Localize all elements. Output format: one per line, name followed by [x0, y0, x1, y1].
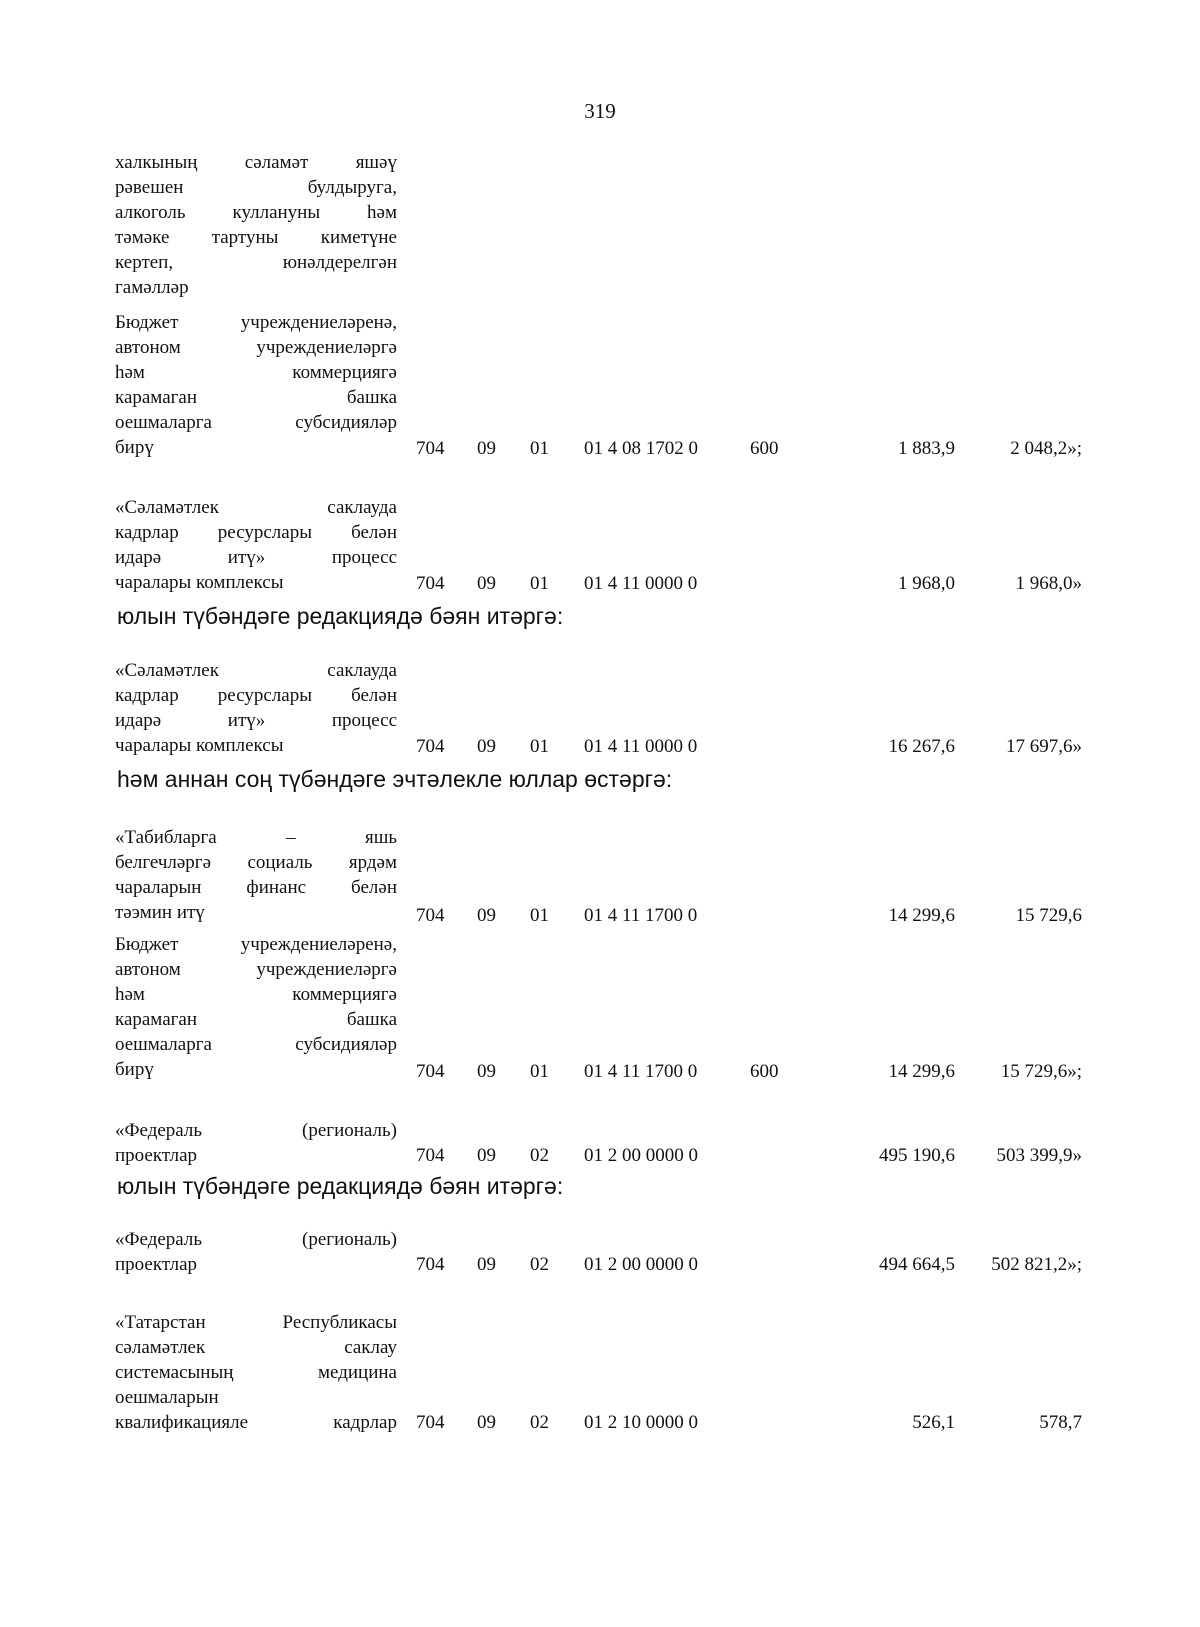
value-year-2: 1 968,0»	[1015, 573, 1082, 594]
value-year-2: 502 821,2»;	[991, 1254, 1082, 1275]
value-year-2: 503 399,9»	[996, 1145, 1082, 1166]
code-expense-type: 600	[750, 1061, 779, 1082]
name-line: оешмаларга субсидияләр	[115, 412, 397, 433]
code-target: 01 4 08 1702 0	[584, 438, 698, 459]
code-subsection: 02	[530, 1254, 549, 1275]
name-line: чараларын финанс белән	[115, 877, 397, 898]
value-year-1: 1 968,0	[898, 573, 955, 594]
row-name	[115, 310, 397, 460]
instruction-text: һәм аннан соң түбәндәге эчтәлекле юллар өстәргә:	[117, 766, 673, 792]
row-name	[115, 1227, 397, 1277]
name-line: проектлар	[115, 1254, 198, 1275]
value-year-1: 1 883,9	[898, 438, 955, 459]
row-name	[115, 825, 397, 925]
row-name	[115, 658, 397, 758]
name-line: карамаган башка	[115, 387, 397, 408]
code-section: 09	[477, 1145, 496, 1166]
code-target: 01 2 10 0000 0	[584, 1412, 698, 1433]
name-line: автоном учреждениеләргә	[115, 337, 397, 358]
code-ministry: 704	[416, 1061, 445, 1082]
value-year-2: 15 729,6»;	[1000, 1061, 1082, 1082]
name-line: бирү	[115, 437, 154, 458]
name-line: рәвешен булдыруга,	[115, 177, 397, 198]
code-section: 09	[477, 1412, 496, 1433]
name-line: чаралары комплексы	[115, 572, 284, 593]
name-line: «Сәламәтлек саклауда	[115, 660, 397, 681]
name-line: оешмаларга субсидияләр	[115, 1034, 397, 1055]
row-name	[115, 150, 397, 300]
instruction-text: юлын түбәндәге редакциядә бәян итәргә:	[117, 603, 564, 629]
name-line: «Татарстан Республикасы	[115, 1312, 397, 1333]
name-line: системасының медицина	[115, 1362, 397, 1383]
name-line: алкоголь куллануны һәм	[115, 202, 397, 223]
name-line: сәламәтлек саклау	[115, 1337, 397, 1358]
code-ministry: 704	[416, 1145, 445, 1166]
name-line: белгечләргә социаль ярдәм	[115, 852, 397, 873]
name-line: автоном учреждениеләргә	[115, 959, 397, 980]
value-year-1: 14 299,6	[888, 1061, 955, 1082]
name-line: «Табибларга – яшь	[115, 827, 397, 848]
name-line: квалификацияле кадрлар	[115, 1412, 397, 1433]
name-line: тәэмин итү	[115, 902, 205, 923]
name-line: кертеп, юнәлдерелгән	[115, 252, 397, 273]
code-ministry: 704	[416, 1254, 445, 1275]
code-subsection: 01	[530, 573, 549, 594]
code-target: 01 4 11 0000 0	[584, 573, 698, 594]
code-subsection: 02	[530, 1145, 549, 1166]
code-section: 09	[477, 1061, 496, 1082]
code-target: 01 4 11 0000 0	[584, 736, 698, 757]
value-year-1: 494 664,5	[879, 1254, 955, 1275]
value-year-2: 15 729,6	[1015, 905, 1082, 926]
code-expense-type: 600	[750, 438, 779, 459]
code-ministry: 704	[416, 1412, 445, 1433]
value-year-2: 17 697,6»	[1006, 736, 1082, 757]
code-section: 09	[477, 573, 496, 594]
name-line: «Сәламәтлек саклауда	[115, 497, 397, 518]
name-line: проектлар	[115, 1145, 198, 1166]
name-line: халкының сәламәт яшәү	[115, 152, 397, 173]
value-year-2: 578,7	[1039, 1412, 1082, 1433]
code-ministry: 704	[416, 736, 445, 757]
name-line: «Федераль (региональ)	[115, 1120, 397, 1141]
row-name	[115, 932, 397, 1082]
row-name	[115, 495, 397, 595]
name-line: оешмаларын	[115, 1387, 219, 1408]
code-target: 01 4 11 1700 0	[584, 905, 698, 926]
name-line: гамәлләр	[115, 277, 189, 298]
code-target: 01 2 00 0000 0	[584, 1145, 698, 1166]
code-subsection: 02	[530, 1412, 549, 1433]
code-section: 09	[477, 1254, 496, 1275]
value-year-1: 526,1	[912, 1412, 955, 1433]
code-target: 01 2 00 0000 0	[584, 1254, 698, 1275]
name-line: һәм коммерциягә	[115, 984, 397, 1005]
code-ministry: 704	[416, 438, 445, 459]
name-line: бирү	[115, 1059, 154, 1080]
code-section: 09	[477, 736, 496, 757]
name-line: Бюджет учреждениеләренә,	[115, 312, 397, 333]
code-target: 01 4 11 1700 0	[584, 1061, 698, 1082]
code-section: 09	[477, 438, 496, 459]
name-line: кадрлар ресурслары белән	[115, 522, 397, 543]
name-line: тәмәке тартуны киметүне	[115, 227, 397, 248]
code-section: 09	[477, 905, 496, 926]
name-line: Бюджет учреждениеләренә,	[115, 934, 397, 955]
code-subsection: 01	[530, 905, 549, 926]
name-line: «Федераль (региональ)	[115, 1229, 397, 1250]
name-line: чаралары комплексы	[115, 735, 284, 756]
value-year-2: 2 048,2»;	[1010, 438, 1082, 459]
row-name	[115, 1310, 397, 1435]
name-line: идарә итү» процесс	[115, 547, 397, 568]
value-year-1: 495 190,6	[879, 1145, 955, 1166]
name-line: идарә итү» процесс	[115, 710, 397, 731]
instruction-text: юлын түбәндәге редакциядә бәян итәргә:	[117, 1173, 564, 1199]
code-ministry: 704	[416, 905, 445, 926]
value-year-1: 14 299,6	[888, 905, 955, 926]
code-subsection: 01	[530, 1061, 549, 1082]
name-line: һәм коммерциягә	[115, 362, 397, 383]
page-number: 319	[584, 99, 616, 123]
code-subsection: 01	[530, 438, 549, 459]
name-line: карамаган башка	[115, 1009, 397, 1030]
name-line: кадрлар ресурслары белән	[115, 685, 397, 706]
code-subsection: 01	[530, 736, 549, 757]
code-ministry: 704	[416, 573, 445, 594]
row-name	[115, 1118, 397, 1168]
value-year-1: 16 267,6	[888, 736, 955, 757]
